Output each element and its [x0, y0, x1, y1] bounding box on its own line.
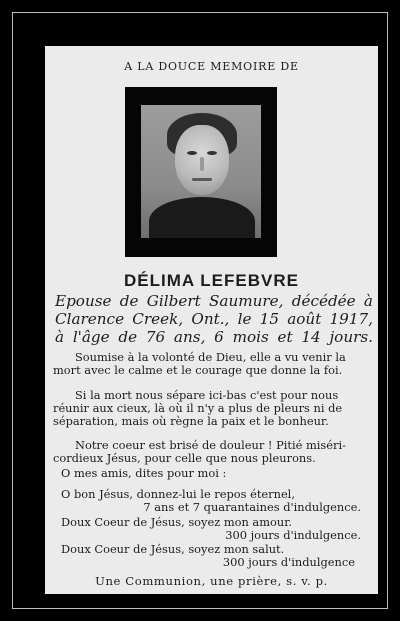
deceased-name: DÉLIMA LEFEBVRE: [124, 271, 299, 290]
paragraph-line: Si la mort nous sépare ici-bas c'est pour nous: [75, 388, 339, 402]
prayer-3: [61, 543, 355, 569]
outer-frame: [12, 12, 388, 609]
prayer-text: Doux Coeur de Jésus, soyez mon salut.: [61, 542, 285, 556]
paragraph-2: [53, 389, 359, 429]
paragraph-line: cordieux Jésus, pour celle que nous pleurons.: [53, 451, 316, 466]
paragraph-3: [53, 439, 359, 465]
prayer-indulgence: 7 ans et 7 quarantaines d'indulgence.: [143, 500, 361, 515]
epitaph-line: Epouse de Gilbert Saumure, décédée à: [55, 292, 373, 310]
prayer-indulgence: 300 jours d'indulgence: [222, 555, 355, 570]
prayer-indulgence: 300 jours d'indulgence.: [225, 528, 361, 543]
paragraph-line: mort avec le calme et le courage que donne la foi.: [53, 363, 343, 378]
prayer-1: [61, 488, 361, 514]
prayer-text: Doux Coeur de Jésus, soyez mon amour.: [61, 515, 293, 529]
photo-frame: [125, 87, 277, 257]
portrait-photo: [141, 105, 261, 238]
paragraph-line: réunir aux cieux, là où il n'y a plus de pleurs ni de: [53, 401, 343, 416]
paragraph-line: Notre coeur est brisé de douleur ! Pitié miséri-: [75, 438, 346, 452]
paragraph-line: Soumise à la volonté de Dieu, elle a vu venir la: [75, 350, 346, 364]
prayer-2: [61, 516, 361, 542]
memorial-card: [45, 46, 378, 594]
epitaph-line: Clarence Creek, Ont., le 15 août 1917,: [55, 310, 373, 328]
card-header: A LA DOUCE MEMOIRE DE: [124, 60, 299, 73]
paragraph-1: [53, 351, 359, 377]
prayer-text: O bon Jésus, donnez-lui le repos éternel,: [61, 487, 295, 501]
invocation: O mes amis, dites pour moi :: [61, 466, 227, 480]
closing-line: Une Communion, une prière, s. v. p.: [95, 574, 328, 588]
epitaph-line: à l'âge de 76 ans, 6 mois et 14 jours.: [55, 328, 373, 346]
paragraph-line: séparation, mais où règne la paix et le bonheur.: [53, 414, 329, 429]
epitaph: [55, 292, 373, 346]
